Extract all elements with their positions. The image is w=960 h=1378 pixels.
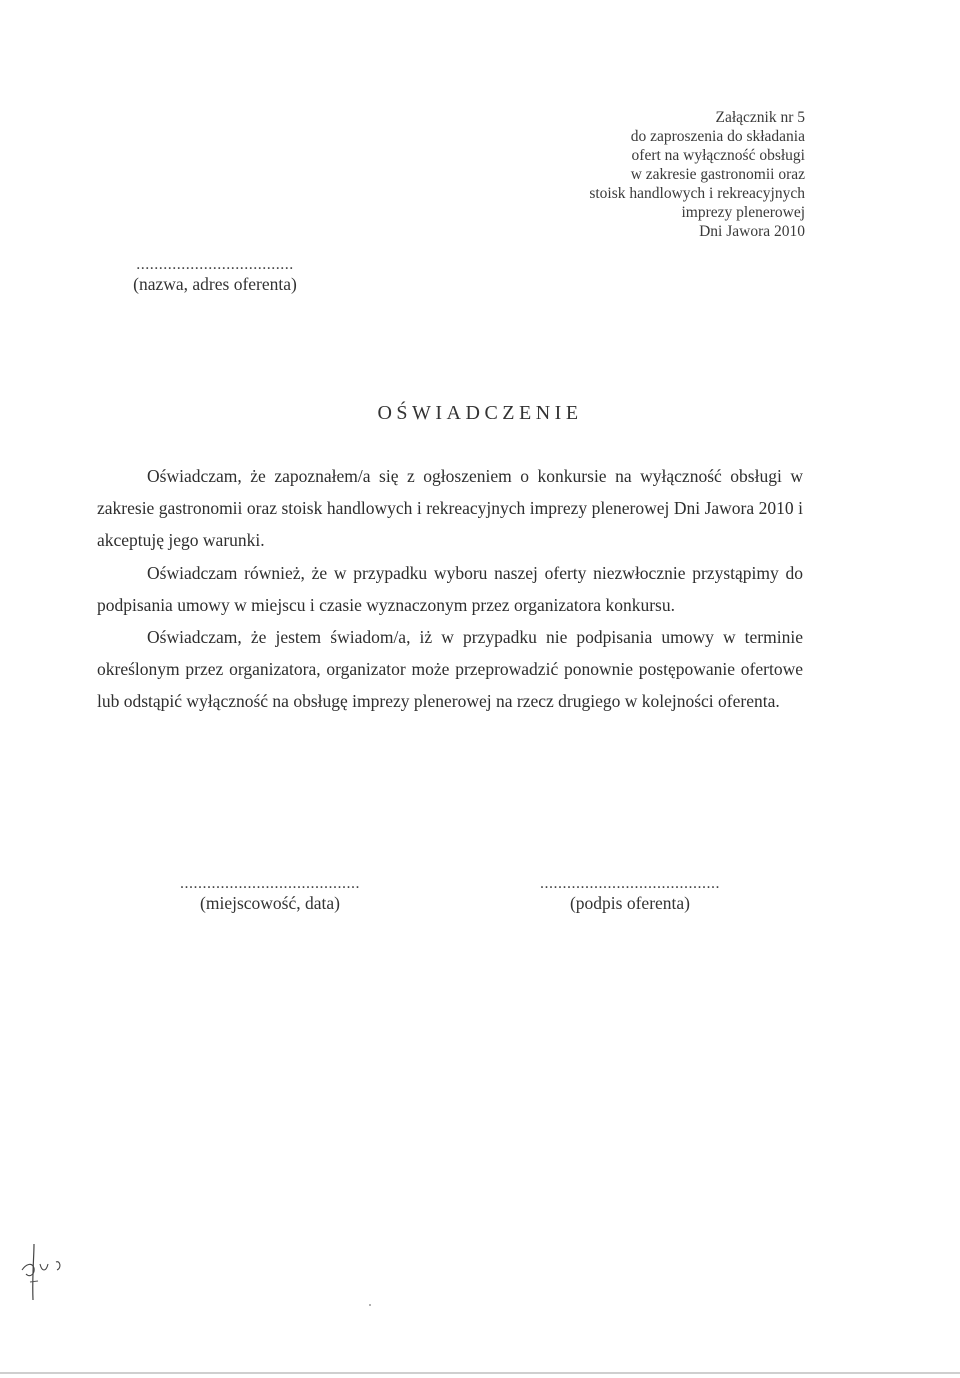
- handwritten-initials: [12, 1238, 72, 1308]
- declaration-body: [97, 460, 803, 718]
- declaration-paragraph: Oświadczam, że jestem świadom/a, iż w przypadku nie podpisania umowy w terminie określonym przez organizatora, organizator może przeprowadzić ponownie postępowanie ofertowe lub odstąpić wyłączność na obsługę imprezy plenerowej na rzecz drugiego w kolejności oferenta.: [97, 627, 803, 712]
- signature-fill-line: ........................................: [540, 877, 720, 891]
- place-date-fill-line: ........................................: [180, 877, 360, 891]
- declaration-paragraph: Oświadczam również, że w przypadku wyboru naszej oferty niezwłocznie przystąpimy do podpisania umowy w miejscu i czasie wyznaczonym przez organizatora konkursu.: [97, 562, 803, 615]
- attachment-note: [445, 108, 805, 241]
- offeror-caption: (nazwa, adres oferenta): [133, 274, 297, 294]
- attachment-note-line: imprezy plenerowej: [681, 204, 805, 221]
- attachment-note-line: do zaproszenia do składania: [630, 128, 805, 145]
- attachment-note-line: w zakresie gastronomii oraz: [630, 166, 805, 183]
- signature-block: [500, 877, 760, 915]
- declaration-paragraph: Oświadczam, że zapoznałem/a się z ogłoszeniem o konkursie na wyłączność obsługi w zakresie gastronomii oraz stoisk handlowych i rekreacyjnych imprezy plenerowej Dni Jawora 2010 i akceptuję jego warunki.: [97, 466, 803, 551]
- attachment-note-line: Załącznik nr 5: [715, 109, 805, 126]
- handwritten-initials-mark: [12, 1238, 72, 1308]
- scan-speck: [369, 1304, 371, 1306]
- offeror-block: [100, 258, 330, 296]
- attachment-note-line: stoisk handlowych i rekreacyjnych: [589, 185, 805, 202]
- attachment-note-line: Dni Jawora 2010: [699, 223, 805, 240]
- place-date-block: [140, 877, 400, 915]
- scan-bottom-edge: [0, 1372, 960, 1374]
- document-title: OŚWIADCZENIE: [377, 402, 583, 424]
- place-date-caption: (miejscowość, data): [200, 893, 340, 913]
- attachment-note-line: ofert na wyłączność obsługi: [631, 147, 805, 164]
- offeror-fill-line: ...................................: [136, 258, 294, 272]
- signature-caption: (podpis oferenta): [569, 893, 691, 913]
